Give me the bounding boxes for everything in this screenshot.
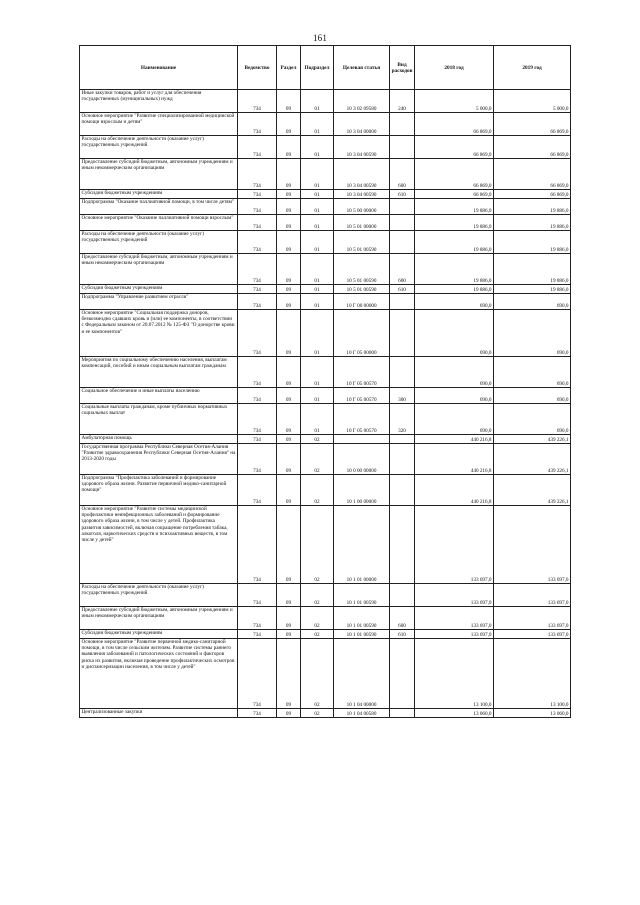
row-name-cell: Субсидии бюджетным учреждениям [80,630,238,639]
row-amount-2019-cell: 66 869,0 [494,190,571,199]
row-amount-2018-cell: 66 869,0 [415,159,494,190]
row-dept-cell: 734 [238,215,277,231]
header-year-2019: 2019 год [494,46,571,90]
row-expense-type-cell [390,310,415,357]
row-section-cell: 09 [277,215,301,231]
table-row [80,294,571,310]
table-row [80,607,571,630]
row-expense-type-cell [390,136,415,159]
row-expense-type-cell: 600 [390,607,415,630]
row-target-cell: 10 1 01 00590 [334,607,390,630]
row-amount-2018-cell: 19 886,0 [415,199,494,215]
row-name-cell: Субсидии бюджетным учреждениям [80,285,238,294]
table-row [80,709,571,718]
row-subsection-cell: 01 [301,199,334,215]
row-target-cell: 10 Г 05 00570 [334,404,390,435]
row-target-cell: 10 1 04 00000 [334,639,390,709]
row-target-cell: 10 5 00 00000 [334,199,390,215]
row-section-cell: 09 [277,709,301,718]
row-amount-2018-cell: 19 886,0 [415,215,494,231]
row-dept-cell: 734 [238,357,277,388]
row-amount-2018-cell: 133 697,0 [415,584,494,607]
page-number: 161 [312,33,328,43]
table-row [80,215,571,231]
row-expense-type-cell: 320 [390,404,415,435]
row-name-cell: Основное мероприятие "Развитие системы медицинской профилактики неинфекционных заболеваний и формирование здорового образа жизни, в том числе у детей. Профилактика развития зависимостей, включая сокращение потребления табака, алкоголя, наркотических средств и психоактивных веществ, в том числе у детей" [80,506,238,584]
row-amount-2019-cell: 19 886,0 [494,254,571,285]
row-name-cell: Подпрограмма "Управление развитием отрасли" [80,294,238,310]
row-name-cell: Подпрограмма "Оказание паллиативной помощи, в том числе детям" [80,199,238,215]
row-expense-type-cell [390,639,415,709]
table-row [80,199,571,215]
table-row [80,136,571,159]
row-dept-cell: 734 [238,254,277,285]
row-name-cell: Предоставление субсидий бюджетным, автономным учреждениям и иным некоммерческим организациям [80,607,238,630]
row-subsection-cell: 02 [301,584,334,607]
table-row [80,435,571,444]
table-row [80,190,571,199]
row-subsection-cell: 01 [301,136,334,159]
row-section-cell: 09 [277,136,301,159]
row-target-cell: 10 Г 05 00570 [334,388,390,404]
row-section-cell: 09 [277,254,301,285]
table-row [80,404,571,435]
row-dept-cell: 734 [238,584,277,607]
row-target-cell: 10 Г 00 00000 [334,294,390,310]
row-section-cell: 09 [277,294,301,310]
row-dept-cell: 734 [238,607,277,630]
row-amount-2018-cell: 5 000,0 [415,90,494,113]
row-target-cell: 10 1 00 00000 [334,475,390,506]
row-amount-2019-cell: 66 869,0 [494,136,571,159]
row-target-cell [334,435,390,444]
row-amount-2019-cell: 66 869,0 [494,159,571,190]
row-subsection-cell: 01 [301,231,334,254]
row-amount-2018-cell: 440 216,8 [415,435,494,444]
row-amount-2018-cell: 19 886,0 [415,254,494,285]
row-target-cell: 10 5 01 00590 [334,231,390,254]
table-row [80,357,571,388]
row-target-cell: 10 1 01 00590 [334,584,390,607]
row-expense-type-cell [390,506,415,584]
row-subsection-cell: 02 [301,506,334,584]
row-subsection-cell: 02 [301,475,334,506]
row-amount-2018-cell: 133 697,0 [415,506,494,584]
row-dept-cell: 734 [238,475,277,506]
row-amount-2019-cell: 690,0 [494,294,571,310]
row-dept-cell: 734 [238,404,277,435]
table-row [80,630,571,639]
row-amount-2018-cell: 440 216,8 [415,475,494,506]
row-dept-cell: 734 [238,506,277,584]
row-subsection-cell: 01 [301,388,334,404]
row-expense-type-cell [390,475,415,506]
row-amount-2018-cell: 133 697,0 [415,630,494,639]
row-subsection-cell: 01 [301,310,334,357]
row-amount-2019-cell: 439 226,1 [494,475,571,506]
row-subsection-cell: 02 [301,630,334,639]
row-target-cell: 10 0 00 00000 [334,444,390,475]
row-amount-2019-cell: 690,0 [494,388,571,404]
row-amount-2019-cell: 19 886,0 [494,285,571,294]
row-amount-2019-cell: 5 000,0 [494,90,571,113]
row-section-cell: 09 [277,475,301,506]
row-target-cell: 10 5 01 00000 [334,215,390,231]
row-name-cell: Мероприятия по социальному обеспечению населения, выплатам компенсаций, пособий и иным социальным выплатам гражданам [80,357,238,388]
row-section-cell: 09 [277,584,301,607]
row-subsection-cell: 01 [301,294,334,310]
row-target-cell: 10 Г 05 00570 [334,357,390,388]
row-amount-2019-cell: 690,0 [494,404,571,435]
row-expense-type-cell: 610 [390,285,415,294]
row-target-cell: 10 3 04 00590 [334,159,390,190]
table-body [80,90,571,718]
row-amount-2018-cell: 13 100,0 [415,639,494,709]
row-amount-2018-cell: 690,0 [415,310,494,357]
header-dept: Ведомство [238,46,277,90]
row-section-cell: 09 [277,90,301,113]
row-expense-type-cell [390,215,415,231]
row-name-cell: Предоставление субсидий бюджетным, автономным учреждениям и иным некоммерческим организациям [80,254,238,285]
row-expense-type-cell: 600 [390,159,415,190]
row-subsection-cell: 02 [301,435,334,444]
row-subsection-cell: 01 [301,159,334,190]
row-amount-2018-cell: 690,0 [415,357,494,388]
row-subsection-cell: 02 [301,639,334,709]
header-expense-type: Вид расходов [390,46,415,90]
row-section-cell: 09 [277,630,301,639]
row-name-cell: Основное мероприятие "Развитие первичной медико-санитарной помощи, в том числе сельским жителям. Развитие системы раннего выявления заболеваний и патологических состояний и факторов риска их развития, включая проведение профилактических осмотров и диспансеризации населения, в том числе у детей" [80,639,238,709]
table-row [80,159,571,190]
row-subsection-cell: 01 [301,190,334,199]
table-row [80,506,571,584]
row-target-cell: 10 1 01 00000 [334,506,390,584]
row-name-cell: Подпрограмма "Профилактика заболеваний и формирование здорового образа жизни. Развитие первичной медико-санитарной помощи" [80,475,238,506]
row-amount-2019-cell: 690,0 [494,357,571,388]
row-dept-cell: 734 [238,113,277,136]
row-section-cell: 09 [277,435,301,444]
row-target-cell: 10 1 04 00580 [334,709,390,718]
row-name-cell: Основное мероприятие "Развитие специализированной медицинской помощи взрослым и детям" [80,113,238,136]
row-name-cell: Иные закупки товаров, работ и услуг для обеспечения государственных (муниципальных) нужд [80,90,238,113]
row-section-cell: 09 [277,113,301,136]
row-section-cell: 09 [277,388,301,404]
row-dept-cell: 734 [238,310,277,357]
row-expense-type-cell [390,444,415,475]
row-amount-2018-cell: 66 869,0 [415,136,494,159]
row-expense-type-cell: 600 [390,254,415,285]
row-dept-cell: 734 [238,199,277,215]
row-expense-type-cell [390,113,415,136]
header-year-2018: 2018 год [415,46,494,90]
row-section-cell: 09 [277,357,301,388]
row-section-cell: 09 [277,444,301,475]
row-amount-2019-cell: 19 886,0 [494,231,571,254]
row-name-cell: Централизованные закупки [80,709,238,718]
row-subsection-cell: 01 [301,404,334,435]
row-name-cell: Субсидии бюджетным учреждениям [80,190,238,199]
table-row [80,254,571,285]
row-amount-2018-cell: 133 697,0 [415,607,494,630]
row-amount-2019-cell: 439 226,1 [494,444,571,475]
row-subsection-cell: 02 [301,607,334,630]
row-name-cell: Основное мероприятие "Социальная поддержка доноров, безвозмездно сдавших кровь и (или) ее компоненты, в соответствии с Федеральным законом от 20.07.2012 № 125-ФЗ "О донорстве крови и ее компонентов" [80,310,238,357]
header-target: Целевая статья [334,46,390,90]
row-amount-2019-cell: 19 886,0 [494,199,571,215]
row-amount-2018-cell: 19 886,0 [415,231,494,254]
row-expense-type-cell [390,584,415,607]
header-name: Наименование [80,46,238,90]
row-name-cell: Расходы на обеспечение деятельности (оказание услуг) государственных учреждений [80,584,238,607]
row-amount-2019-cell: 19 886,0 [494,215,571,231]
row-amount-2019-cell: 133 697,0 [494,506,571,584]
row-target-cell: 10 5 01 00590 [334,285,390,294]
row-amount-2018-cell: 66 869,0 [415,113,494,136]
row-amount-2019-cell: 133 697,0 [494,630,571,639]
row-target-cell: 10 5 01 00590 [334,254,390,285]
row-expense-type-cell [390,199,415,215]
row-section-cell: 09 [277,231,301,254]
row-expense-type-cell [390,231,415,254]
row-dept-cell: 734 [238,709,277,718]
table-row [80,310,571,357]
table-row [80,113,571,136]
budget-table [79,45,571,718]
row-name-cell: Амбулаторная помощь [80,435,238,444]
row-target-cell: 10 3 02 09580 [334,90,390,113]
row-amount-2019-cell: 690,0 [494,310,571,357]
row-amount-2019-cell: 13 060,0 [494,709,571,718]
row-expense-type-cell [390,357,415,388]
row-target-cell: 10 3 04 00000 [334,113,390,136]
row-dept-cell: 734 [238,294,277,310]
table-row [80,388,571,404]
table-row [80,639,571,709]
row-amount-2019-cell: 66 869,0 [494,113,571,136]
row-name-cell: Расходы на обеспечение деятельности (оказание услуг) государственных учреждений [80,231,238,254]
row-section-cell: 09 [277,285,301,294]
table-row [80,444,571,475]
row-section-cell: 09 [277,199,301,215]
row-amount-2018-cell: 690,0 [415,294,494,310]
row-dept-cell: 734 [238,285,277,294]
row-amount-2019-cell: 133 697,0 [494,584,571,607]
row-target-cell: 10 1 01 00590 [334,630,390,639]
row-name-cell: Социальные выплаты гражданам, кроме публичных нормативных социальных выплат [80,404,238,435]
row-dept-cell: 734 [238,444,277,475]
row-name-cell: Расходы на обеспечение деятельности (оказание услуг) государственных учреждений [80,136,238,159]
row-dept-cell: 734 [238,639,277,709]
row-expense-type-cell: 610 [390,630,415,639]
row-dept-cell: 734 [238,388,277,404]
row-name-cell: Государственная программа Республики Северная Осетия-Алания "Развитие здравоохранения Республики Северная Осетия-Алания" на 2013-2020 годы [80,444,238,475]
table-row [80,90,571,113]
row-target-cell: 10 Г 05 00000 [334,310,390,357]
row-expense-type-cell: 610 [390,190,415,199]
row-subsection-cell: 01 [301,113,334,136]
row-amount-2018-cell: 690,0 [415,404,494,435]
row-dept-cell: 734 [238,136,277,159]
row-amount-2018-cell: 66 869,0 [415,190,494,199]
row-subsection-cell: 01 [301,254,334,285]
row-expense-type-cell: 240 [390,90,415,113]
row-amount-2019-cell: 133 697,0 [494,607,571,630]
row-subsection-cell: 02 [301,444,334,475]
row-section-cell: 09 [277,310,301,357]
row-target-cell: 10 3 04 00590 [334,190,390,199]
row-subsection-cell: 01 [301,90,334,113]
row-amount-2018-cell: 19 886,0 [415,285,494,294]
row-expense-type-cell [390,709,415,718]
row-section-cell: 09 [277,190,301,199]
row-dept-cell: 734 [238,90,277,113]
row-dept-cell: 734 [238,231,277,254]
table-row [80,584,571,607]
table-header-row [80,46,571,90]
row-expense-type-cell [390,294,415,310]
row-section-cell: 09 [277,404,301,435]
header-subsection: Подраздел [301,46,334,90]
row-expense-type-cell [390,435,415,444]
row-dept-cell: 734 [238,190,277,199]
row-dept-cell: 734 [238,630,277,639]
row-section-cell: 09 [277,639,301,709]
row-amount-2018-cell: 440 216,8 [415,444,494,475]
row-amount-2019-cell: 439 226,1 [494,435,571,444]
table-row [80,475,571,506]
row-name-cell: Основное мероприятие "Оказание паллиативной помощи взрослым" [80,215,238,231]
row-expense-type-cell: 300 [390,388,415,404]
row-dept-cell: 734 [238,159,277,190]
row-amount-2019-cell: 13 100,0 [494,639,571,709]
header-section: Раздел [277,46,301,90]
row-subsection-cell: 01 [301,215,334,231]
row-section-cell: 09 [277,159,301,190]
row-dept-cell: 734 [238,435,277,444]
row-subsection-cell: 01 [301,285,334,294]
table-row [80,231,571,254]
row-name-cell: Предоставление субсидий бюджетным, автономным учреждениям и иным некоммерческим организациям [80,159,238,190]
row-target-cell: 10 3 04 00590 [334,136,390,159]
row-subsection-cell: 02 [301,709,334,718]
row-name-cell: Социальное обеспечение и иные выплаты населению [80,388,238,404]
row-section-cell: 09 [277,607,301,630]
row-amount-2018-cell: 13 060,0 [415,709,494,718]
table-row [80,285,571,294]
row-amount-2018-cell: 690,0 [415,388,494,404]
row-subsection-cell: 01 [301,357,334,388]
row-section-cell: 09 [277,506,301,584]
